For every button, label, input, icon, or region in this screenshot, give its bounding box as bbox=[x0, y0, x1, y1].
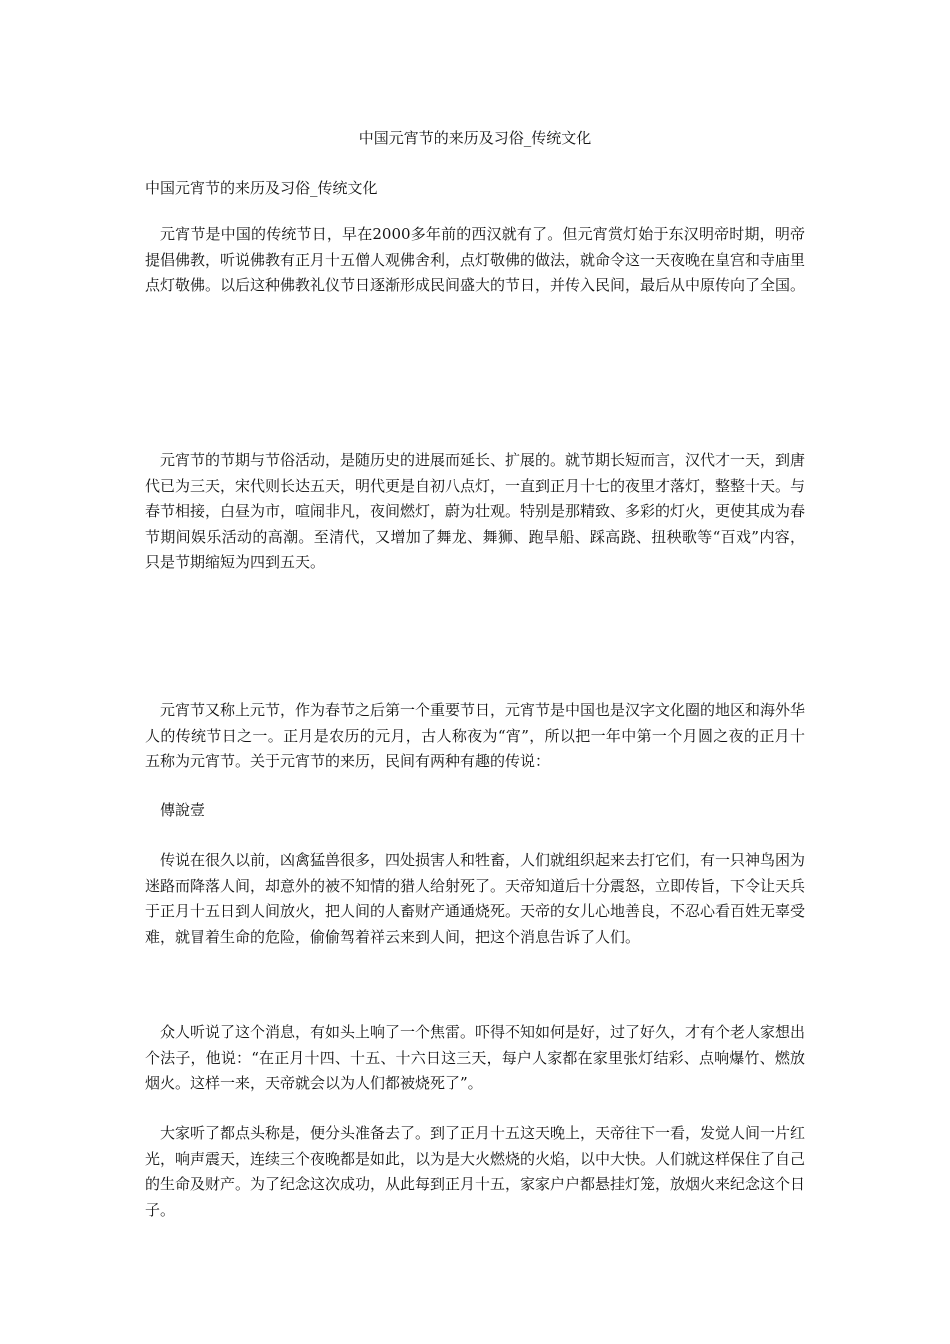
paragraph-festival-period: 元宵节的节期与节俗活动，是随历史的进展而延长、扩展的。就节期长短而言，汉代才一天，到唐代已为三天，宋代则长达五天，明代更是自初八点灯，一直到正月十七的夜里才落灯，整整十天。与春节相接，白昼为市，喧闹非凡，夜间燃灯，蔚为壮观。特别是那精致、多彩的灯火，更使其成为春节期间娱乐活动的高潮。至清代，又增加了舞龙、舞狮、跑旱船、踩高跷、扭秧歌等“百戏”内容，只是节期缩短为四到五天。 bbox=[145, 451, 806, 571]
document-subtitle: 中国元宵节的来历及习俗_传统文化 bbox=[145, 179, 378, 197]
legend-heading: 傳說壹 bbox=[160, 801, 206, 819]
paragraph-origin: 元宵节是中国的传统节日，早在2000多年前的西汉就有了。但元宵赏灯始于东汉明帝时期，明帝提倡佛教，听说佛教有正月十五僧人观佛舍利，点灯敬佛的做法，就命令这一天夜晚在皇宫和寺庙里点灯敬佛。以后这种佛教礼仪节日逐渐形成民间盛大的节日，并传入民间，最后从中原传向了全国。 bbox=[145, 225, 806, 294]
document-title: 中国元宵节的来历及习俗_传统文化 bbox=[358, 129, 592, 147]
paragraph-shangyuan: 元宵节又称上元节，作为春节之后第一个重要节日，元宵节是中国也是汉字文化圈的地区和海外华人的传统节日之一。正月是农历的元月，古人称夜为“宵”，所以把一年中第一个月圆之夜的正月十五称为元宵节。关于元宵节的来历，民间有两种有趣的传说： bbox=[145, 701, 806, 770]
paragraph-celebration: 大家听了都点头称是，便分头准备去了。到了正月十五这天晚上，天帝往下一看，发觉人间一片红光，响声震天，连续三个夜晚都是如此，以为是大火燃烧的火焰，以中大快。人们就这样保住了自己的生命及财产。为了纪念这次成功，从此每到正月十五，家家户户都悬挂灯笼，放烟火来纪念这个日子。 bbox=[145, 1124, 806, 1219]
paragraph-old-man-plan: 众人听说了这个消息，有如头上响了一个焦雷。吓得不知如何是好，过了好久，才有个老人家想出个法子，他说：“在正月十四、十五、十六日这三天，每户人家都在家里张灯结彩、点响爆竹、燃放烟火。这样一来，天帝就会以为人们都被烧死了”。 bbox=[145, 1023, 806, 1092]
paragraph-legend-story: 传说在很久以前，凶禽猛兽很多，四处损害人和牲畜，人们就组织起来去打它们，有一只神鸟困为迷路而降落人间，却意外的被不知情的猎人给射死了。天帝知道后十分震怒，立即传旨，下令让天兵于正月十五日到人间放火，把人间的人畜财产通通烧死。天帝的女儿心地善良，不忍心看百姓无辜受难，就冒着生命的危险，偷偷驾着祥云来到人间，把这个消息告诉了人们。 bbox=[145, 851, 806, 946]
